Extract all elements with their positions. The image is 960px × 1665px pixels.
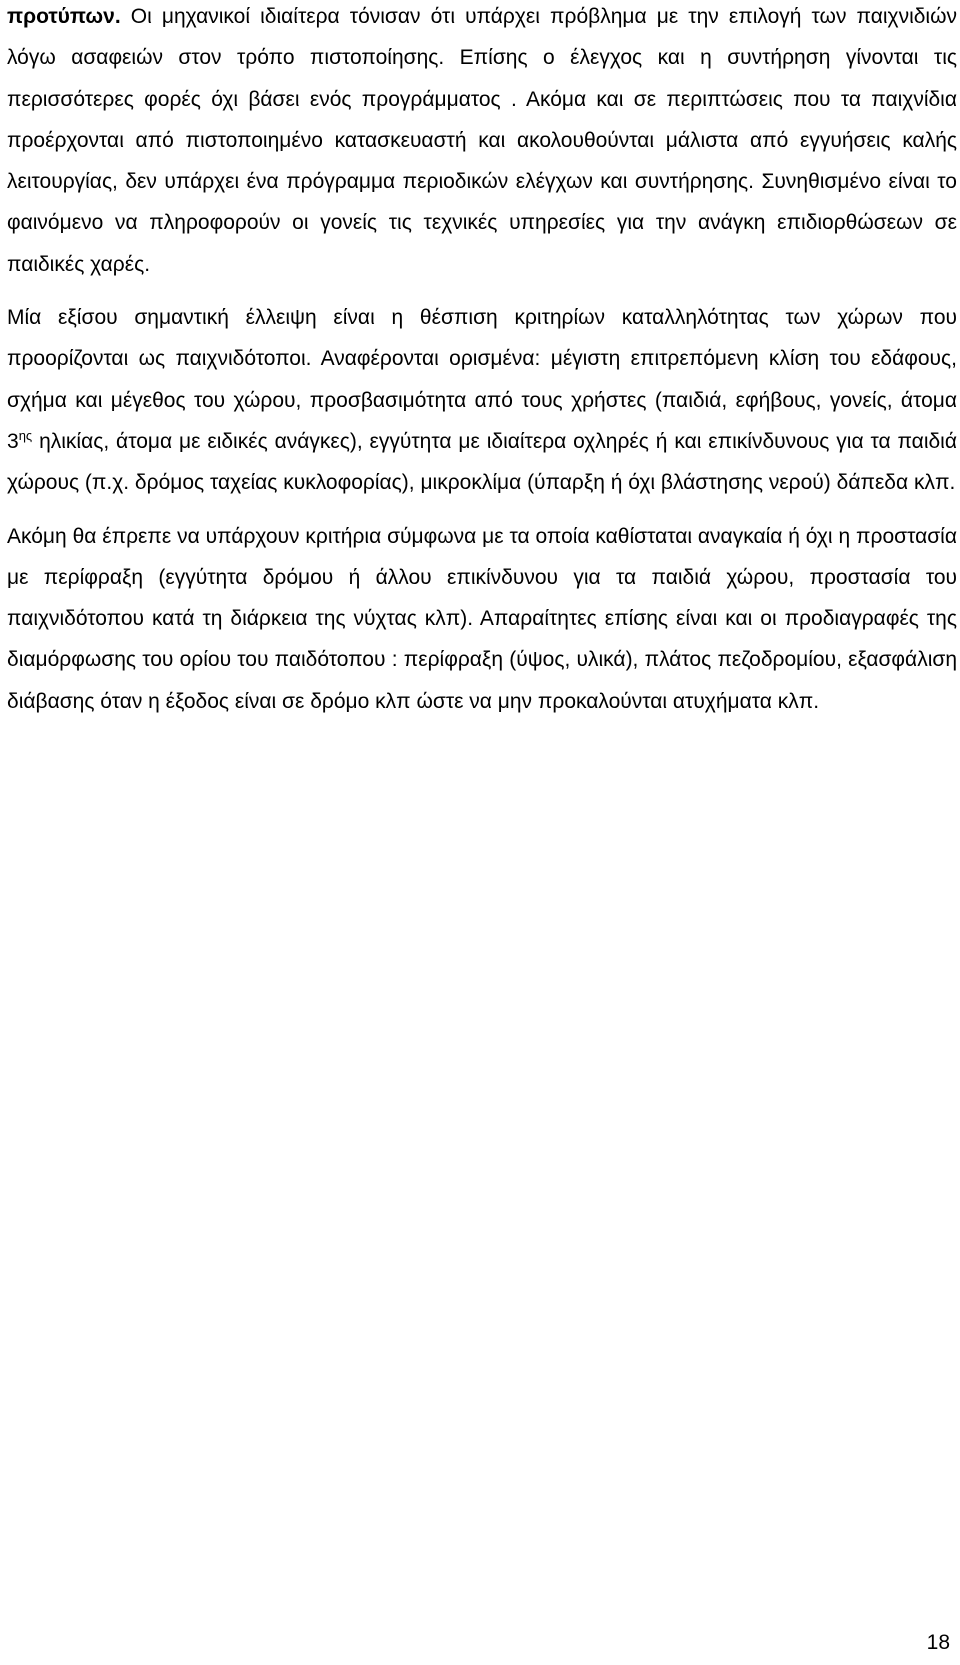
document-page bbox=[7, 0, 957, 722]
paragraph-2-text-before: Μία εξίσου σημαντική έλλειψη είναι η θέσπιση κριτηρίων καταλληλότητας των χώρων που προορίζονται ως παιχνιδότοποι. Αναφέρονται ορισμένα: μέγιστη επιτρεπόμενη κλίση του εδάφους, σχήμα και μέγεθος του χώρου, προσβασιμότητα από τους χρήστες (παιδιά, εφήβους, γονείς, άτομα 3 bbox=[7, 306, 957, 453]
paragraph-1 bbox=[7, 0, 957, 285]
paragraph-2 bbox=[7, 297, 957, 503]
paragraph-1-lead: προτύπων. bbox=[7, 5, 121, 28]
page-number: 18 bbox=[926, 1631, 950, 1654]
ordinal-superscript: ης bbox=[18, 427, 33, 443]
paragraph-3 bbox=[7, 516, 957, 722]
paragraph-3-text: Ακόμη θα έπρεπε να υπάρχουν κριτήρια σύμφωνα με τα οποία καθίσταται αναγκαία ή όχι η προστασία με περίφραξη (εγγύτητα δρόμου ή άλλου επικίνδυνου για τα παιδιά χώρου, προστασία του παιχνιδότοπου κατά τη διάρκεια της νύχτας κλπ). Απαραίτητες επίσης είναι και οι προδιαγραφές της διαμόρφωσης του ορίου του παιδότοπου : περίφραξη (ύψος, υλικά), πλάτος πεζοδρομίου, εξασφάλιση διάβασης όταν η έξοδος είναι σε δρόμο κλπ ώστε να μην προκαλούνται ατυχήματα κλπ. bbox=[7, 524, 957, 713]
paragraph-1-text: Οι μηχανικοί ιδιαίτερα τόνισαν ότι υπάρχει πρόβλημα με την επιλογή των παιχνιδιών λόγω ασαφειών στον τρόπο πιστοποίησης. Επίσης ο έλεγχος και η συντήρηση γίνονται τις περισσότερες φορές όχι βάσει ενός προγράμματος . Ακόμα και σε περιπτώσεις που τα παιχνίδια προέρχονται από πιστοποιημένο κατασκευαστή και ακολουθούνται μάλιστα από εγγυήσεις καλής λειτουργίας, δεν υπάρχει ένα πρόγραμμα περιοδικών ελέγχων και συντήρησης. Συνηθισμένο είναι το φαινόμενο να πληροφορούν οι γονείς τις τεχνικές υπηρεσίες για την ανάγκη επιδιορθώσεων σε παιδικές χαρές. bbox=[7, 5, 957, 276]
paragraph-2-text-after: ηλικίας, άτομα με ειδικές ανάγκες), εγγύτητα με ιδιαίτερα οχληρές ή και επικίνδυνους για τα παιδιά χώρους (π.χ. δρόμος ταχείας κυκλοφορίας), μικροκλίμα (ύπαρξη ή όχι βλάστησης νερού) δάπεδα κλπ. bbox=[7, 429, 957, 495]
